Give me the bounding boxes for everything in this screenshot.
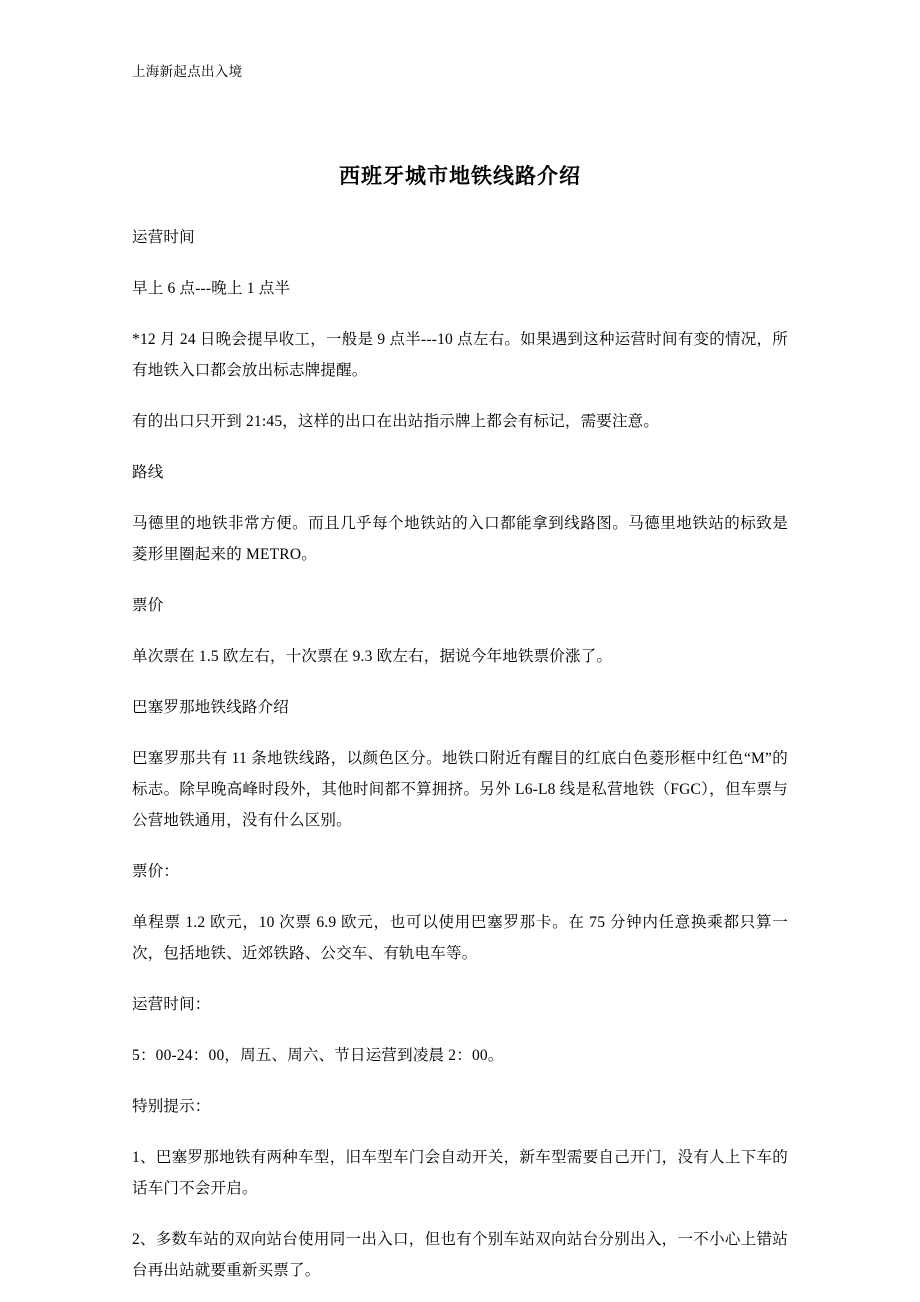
paragraph-heading-fare: 票价 bbox=[132, 597, 164, 614]
paragraph-heading-special-tips: 特别提示： bbox=[132, 1098, 211, 1115]
paragraph-operating-hours-barcelona: 5：00-24：00，周五、周六、节日运营到凌晨 2：00。 bbox=[132, 1047, 504, 1064]
paragraph-barcelona-intro: 巴塞罗那共有 11 条地铁线路，以颜色区分。地铁口附近有醒目的红底白色菱形框中红色“M”的标志。除早晚高峰时段外，其他时间都不算拥挤。另外 L6-L8 线是私营地铁（FGC），但车票与公营地铁通用，没有什么区别。 bbox=[132, 750, 788, 829]
header-note: 上海新起点出入境 bbox=[132, 64, 243, 79]
paragraph-note-exit-2145: 有的出口只开到 21:45，这样的出口在出站指示牌上都会有标记，需要注意。 bbox=[132, 413, 660, 430]
paragraph-heading-routes: 路线 bbox=[132, 464, 164, 481]
paragraph-note-dec24: *12 月 24 日晚会提早收工，一般是 9 点半---10 点左右。如果遇到这种运营时间有变的情况，所有地铁入口都会放出标志牌提醒。 bbox=[132, 331, 788, 379]
paragraph-tip-2: 2、多数车站的双向站台使用同一出入口，但也有个别车站双向站台分别出入，一不小心上错站台再出站就要重新买票了。 bbox=[132, 1231, 788, 1279]
document-body bbox=[132, 222, 788, 1286]
paragraph-fare-madrid: 单次票在 1.5 欧左右，十次票在 9.3 欧左右，据说今年地铁票价涨了。 bbox=[132, 648, 613, 665]
paragraph-heading-barcelona: 巴塞罗那地铁线路介绍 bbox=[132, 699, 290, 716]
paragraph-routes-madrid: 马德里的地铁非常方便。而且几乎每个地铁站的入口都能拿到线路图。马德里地铁站的标致是菱形里圈起来的 METRO。 bbox=[132, 515, 788, 563]
paragraph-operating-hours-value: 早上 6 点---晚上 1 点半 bbox=[132, 280, 291, 297]
paragraph-heading-fare-barcelona: 票价： bbox=[132, 863, 180, 880]
paragraph-tip-1: 1、巴塞罗那地铁有两种车型，旧车型车门会自动开关，新车型需要自己开门，没有人上下车的话车门不会开启。 bbox=[132, 1149, 788, 1197]
paragraph-heading-operating-hours-barcelona: 运营时间： bbox=[132, 996, 211, 1013]
paragraph-fare-barcelona: 单程票 1.2 欧元，10 次票 6.9 欧元，也可以使用巴塞罗那卡。在 75 分钟内任意换乘都只算一次，包括地铁、近郊铁路、公交车、有轨电车等。 bbox=[132, 914, 788, 962]
paragraph-heading-operating-hours: 运营时间 bbox=[132, 229, 195, 246]
page-title: 西班牙城市地铁线路介绍 bbox=[339, 165, 581, 188]
